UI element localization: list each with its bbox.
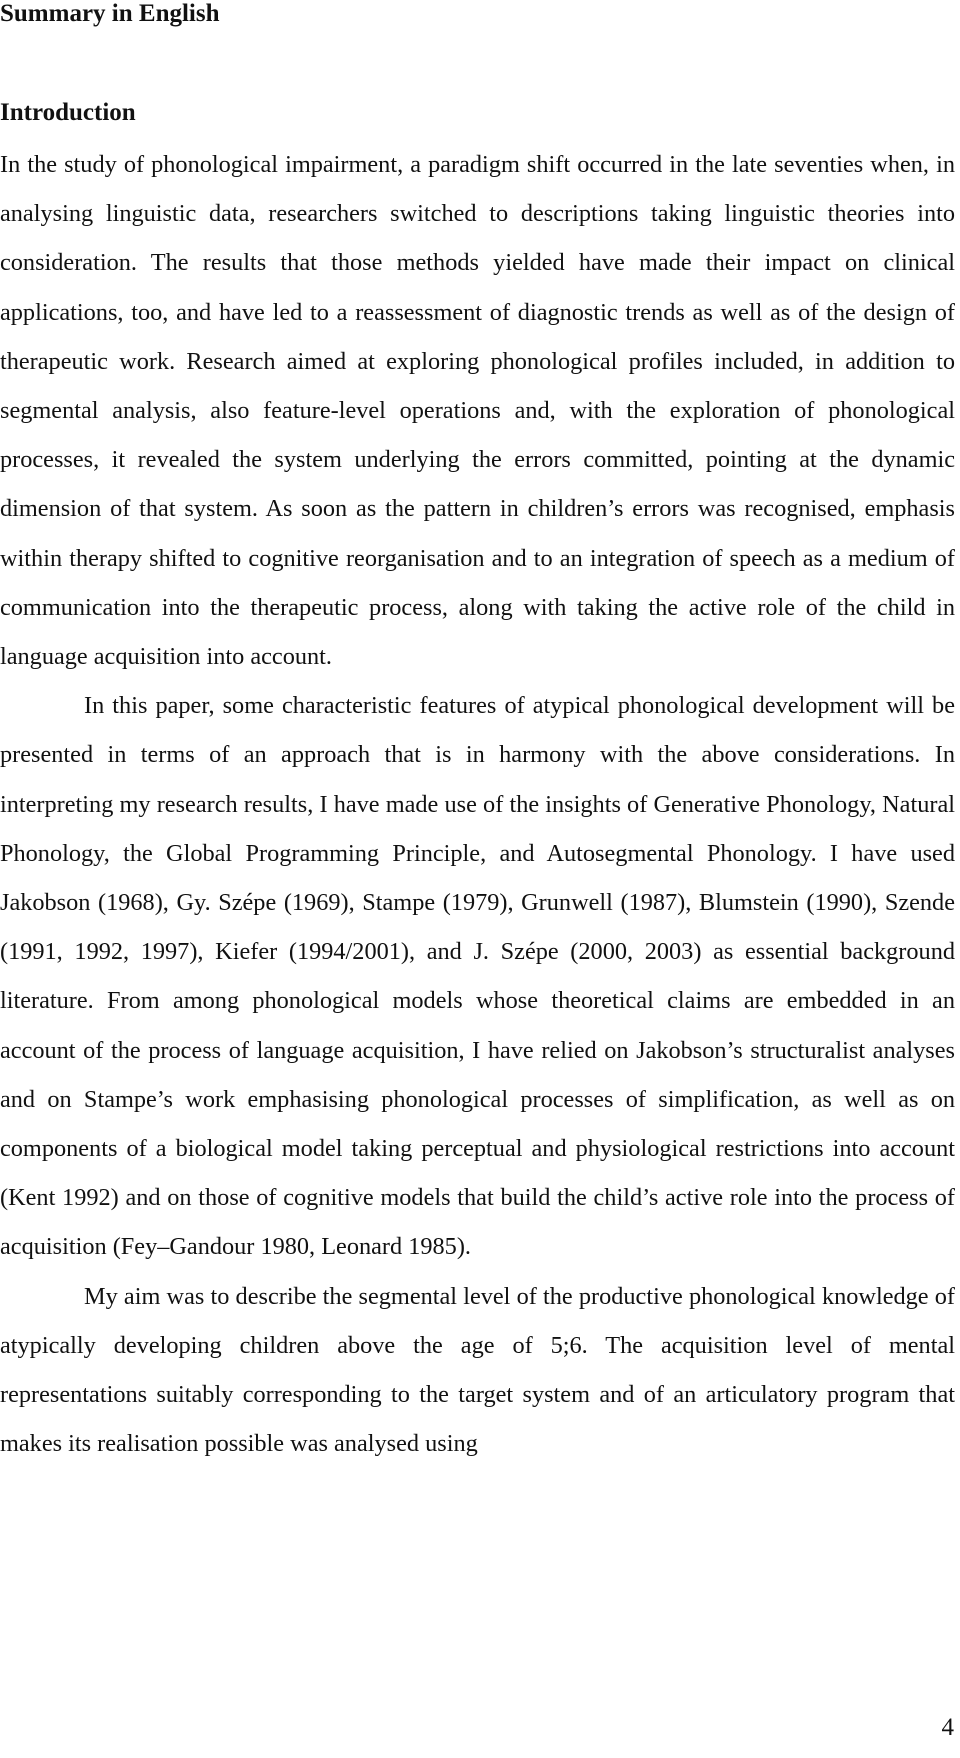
body-text: [0, 140, 955, 1468]
paragraph-2: In this paper, some characteristic features of atypical phonological development will be presented in terms of an approach that is in harmony with the above considerations. In interpreting my research results, I have made use of the insights of Generative Phonology, Natural Phonology, the Global Programming Principle, and Autosegmental Phonology. I have used Jakobson (1968), Gy. Szépe (1969), Stampe (1979), Grunwell (1987), Blumstein (1990), Szende (1991, 1992, 1997), Kiefer (1994/2001), and J. Szépe (2000, 2003) as essential background literature. From among phonological models whose theoretical claims are embedded in an account of the process of language acquisition, I have relied on Jakobson’s structuralist analyses and on Stampe’s work emphasising phonological processes of simplification, as well as on components of a biological model taking perceptual and physiological restrictions into account (Kent 1992) and on those of cognitive models that build the child’s active role into the process of acquisition (Fey–Gandour 1980, Leonard 1985).: [0, 692, 955, 1261]
section-heading-introduction: Introduction: [0, 99, 136, 126]
paragraph-1: In the study of phonological impairment, a paradigm shift occurred in the late seventies when, in analysing linguistic data, researchers switched to descriptions taking linguistic theories into consideration. The results that those methods yielded have made their impact on clinical applications, too, and have led to a reassessment of diagnostic trends as well as of the design of therapeutic work. Research aimed at exploring phonological profiles included, in addition to segmental analysis, also feature-level operations and, with the exploration of phonological processes, it revealed the system underlying the errors committed, pointing at the dynamic dimension of that system. As soon as the pattern in children’s errors was recognised, emphasis within therapy shifted to cognitive reorganisation and to an integration of speech as a medium of communication into the therapeutic process, along with taking the active role of the child in language acquisition into account.: [0, 151, 955, 671]
page-number: 4: [941, 1714, 954, 1741]
paragraph-3: My aim was to describe the segmental level of the productive phonological knowledge of atypically developing children above the age of 5;6. The acquisition level of mental representations suitably corresponding to the target system and of an articulatory program that makes its realisation possible was analysed using: [0, 1282, 955, 1458]
document-title: Summary in English: [0, 0, 220, 27]
